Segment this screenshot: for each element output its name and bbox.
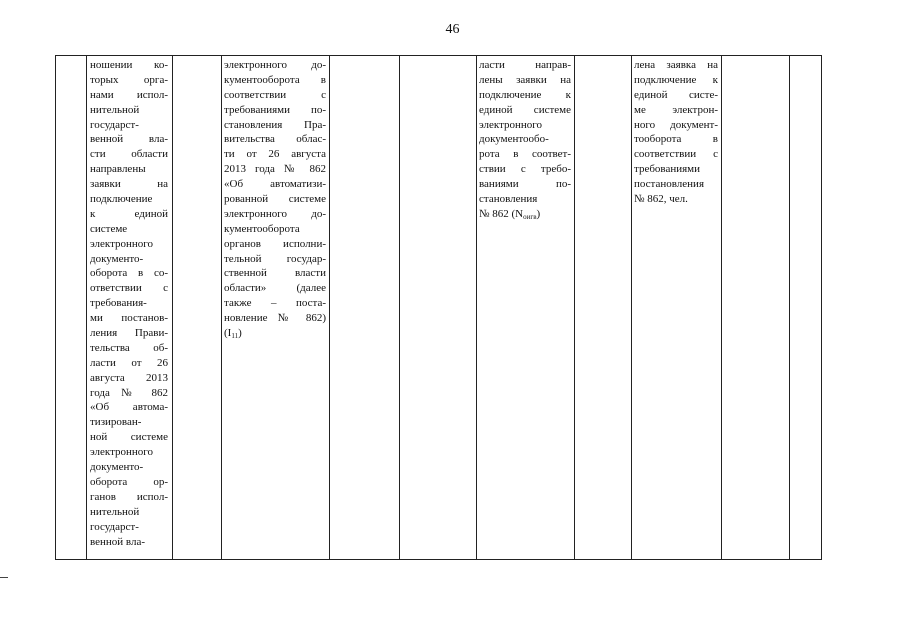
table-cell-indicator-scope	[90, 58, 168, 549]
text-line: оборота в со-	[90, 267, 168, 280]
text-line: кументооборота в	[224, 73, 326, 86]
table-cell-unit-note	[634, 58, 718, 207]
column-divider	[86, 56, 87, 559]
text-line: оборота ор-	[90, 475, 168, 488]
column-divider	[476, 56, 477, 559]
text-line: лена заявка на	[634, 59, 718, 71]
text-line: электронного до-	[224, 59, 326, 71]
text-line: подключение	[90, 193, 153, 206]
text-line: венной вла-	[90, 133, 168, 146]
text-line: ганов испол-	[90, 490, 168, 503]
text-line: ной системе	[90, 431, 168, 444]
column-divider	[399, 56, 400, 559]
column-divider	[631, 56, 632, 559]
column-divider	[172, 56, 173, 559]
column-divider	[721, 56, 722, 559]
text-line: подключение к	[634, 73, 718, 86]
text-line: электронного	[90, 237, 154, 250]
text-line: единой систе-	[634, 88, 718, 101]
text-line: области» (далее	[224, 282, 326, 295]
text-line: документо-	[90, 252, 144, 265]
text-line: становления	[479, 193, 538, 206]
text-line: ме электрон-	[634, 103, 718, 116]
formula-label: № 862 $(N_{оигв})$	[479, 207, 541, 221]
text-line: государст-	[90, 118, 139, 131]
text-line: подключение к	[479, 88, 571, 101]
text-line: становления Пра-	[224, 118, 326, 131]
text-line: ми постанов-	[90, 312, 168, 325]
column-divider	[221, 56, 222, 559]
text-line: нительной	[90, 103, 140, 116]
margin-mark	[0, 577, 8, 578]
text-line: требованиями по-	[224, 103, 326, 116]
text-line: сти области	[90, 148, 168, 161]
text-line: ношении ко-	[90, 59, 168, 71]
text-line: документообо-	[479, 133, 549, 146]
text-line: к единой	[90, 207, 168, 220]
text-line: № 862, чел.	[634, 193, 688, 206]
text-line: тельства об-	[90, 341, 168, 354]
text-line: также – поста-	[224, 297, 326, 310]
text-line: тооборота в	[634, 133, 718, 146]
text-line: «Об автома-	[90, 401, 168, 414]
column-divider	[329, 56, 330, 559]
text-line: венной вла-	[90, 535, 146, 548]
formula-label: $(I_{11})$	[224, 327, 242, 341]
text-line: ного документ-	[634, 118, 718, 131]
text-line: лены заявки на	[479, 73, 571, 86]
text-line: года № 862	[90, 386, 168, 399]
page-number: 46	[445, 22, 460, 37]
text-line: электронного до-	[224, 207, 326, 220]
text-line: направлены	[90, 163, 146, 176]
text-line: тельной государ-	[224, 252, 326, 265]
text-line: «Об автоматизи-	[224, 178, 326, 191]
text-line: рованной системе	[224, 193, 326, 206]
text-line: документо-	[90, 461, 144, 474]
table-cell-indicator-definition	[224, 58, 326, 341]
text-line: единой системе	[479, 103, 571, 116]
text-line: 2013 года № 862	[224, 163, 326, 176]
text-line: соответствии с	[634, 148, 718, 161]
text-line: рота в соответ-	[479, 148, 571, 161]
text-line: заявки на	[90, 178, 168, 191]
text-line: вительства облас-	[224, 133, 326, 146]
text-line: ствии с требо-	[479, 163, 571, 176]
column-divider	[789, 56, 790, 559]
text-line: ответствии с	[90, 282, 168, 295]
text-line: постановления	[634, 178, 705, 191]
text-line: электронного	[479, 118, 543, 131]
text-line: соответствии с	[224, 88, 326, 101]
text-line: ласти от 26	[90, 356, 168, 369]
text-line: нительной	[90, 505, 140, 518]
text-line: нами испол-	[90, 88, 168, 101]
text-line: ственной власти	[224, 267, 326, 280]
text-line: электронного	[90, 446, 154, 459]
text-line: ласти направ-	[479, 59, 571, 71]
text-line: кументооборота	[224, 222, 300, 235]
text-line: государст-	[90, 520, 139, 533]
text-line: торых орга-	[90, 73, 168, 86]
text-line: требованиями	[634, 163, 701, 176]
table-cell-calculation-note	[479, 58, 571, 222]
text-line: новление № 862)	[224, 312, 326, 325]
text-line: августа 2013	[90, 371, 168, 384]
text-line: ления Прави-	[90, 327, 168, 340]
text-line: ти от 26 августа	[224, 148, 326, 161]
text-line: ваниями по-	[479, 178, 571, 191]
document-table	[55, 55, 822, 560]
text-line: системе	[90, 222, 128, 235]
text-line: органов исполни-	[224, 237, 326, 250]
column-divider	[574, 56, 575, 559]
text-line: тизирован-	[90, 416, 142, 429]
text-line: требования-	[90, 297, 147, 310]
